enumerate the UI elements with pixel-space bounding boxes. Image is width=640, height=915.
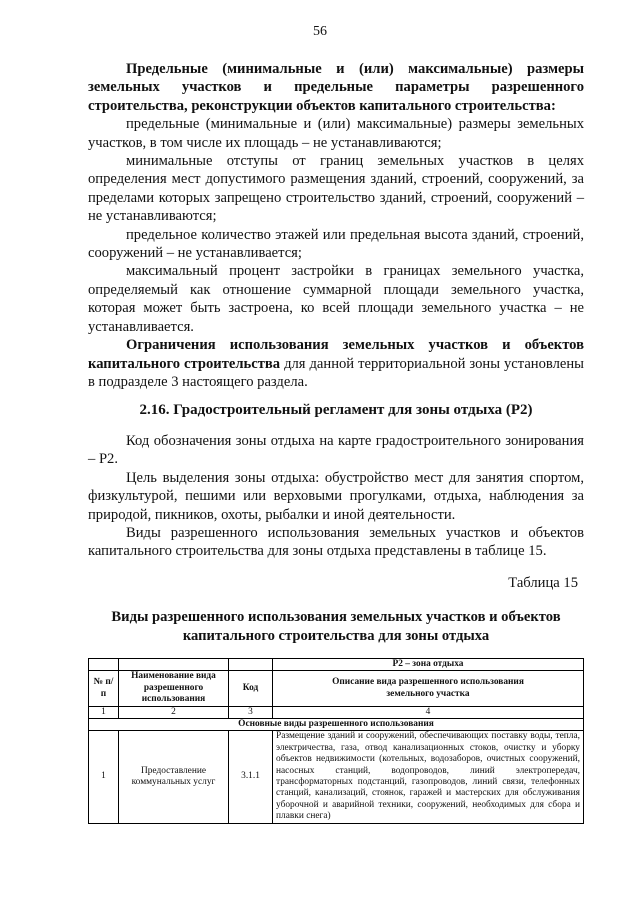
- header-name: Наименование вида разрешенного использования: [119, 671, 229, 706]
- table-colnum-row: [89, 706, 584, 718]
- intro-paragraph-2: минимальные отступы от границ земельных участков в целях определения мест допустимого размещения зданий, строений, сооружений, за пределами которых запрещено строительство зданий, строений, сооружений – не устанавливаются;: [88, 153, 584, 225]
- table-group-row: [89, 719, 584, 731]
- intro-paragraph-4: максимальный процент застройки в границах земельного участка, определяемый как отношение суммарной площади земельного участка, которая может быть застроена, ко всей площади земельного участка – не устанавливается.: [88, 263, 584, 335]
- intro-paragraph-1: предельные (минимальные и (или) максимальные) размеры земельных участков, в том числе их площадь – не устанавливаются;: [88, 116, 584, 151]
- section-paragraph-1: Код обозначения зоны отдыха на карте градостроительного зонирования – Р2.: [88, 433, 584, 468]
- section-paragraph-3: Виды разрешенного использования земельных участков и объектов капитального строительства для зоны отдыха представлены в таблице 15.: [88, 525, 584, 560]
- intro-block: [88, 60, 584, 391]
- group-header: Основные виды разрешенного использования: [89, 719, 584, 731]
- section-body: [88, 432, 584, 561]
- uses-table: [88, 658, 584, 824]
- table-title: Виды разрешенного использования земельных участков и объектов капитального строительства для зоны отдыха: [111, 609, 561, 644]
- intro-heading: Предельные (минимальные и (или) максимальные) размеры земельных участков и предельные параметры разрешенного строительства, реконструкции объектов капитального строительства:: [88, 61, 584, 114]
- header-code: Код: [229, 671, 273, 706]
- restrictions-bold: Ограничения использования земельных участков и объектов капитального строительства: [88, 337, 584, 372]
- header-num: № п/п: [89, 671, 119, 706]
- section-paragraph-2: Цель выделения зоны отдыха: обустройство мест для занятия спортом, физкультурой, пешими или верховыми прогулками, отдыха, наблюдения за природой, пикников, охоты, рыбалки и иной деятельности.: [88, 469, 584, 523]
- intro-paragraph-5: [88, 336, 584, 391]
- page-number: 56: [313, 24, 327, 39]
- row-code: 3.1.1: [229, 731, 273, 823]
- colnum-3: 3: [229, 706, 273, 718]
- restrictions-rest: для данной территориальной зоны установлены в подразделе 3 настоящего раздела.: [88, 355, 584, 390]
- zone-header: Р2 – зона отдыха: [273, 659, 584, 671]
- table-header-row: [89, 671, 584, 706]
- table-zone-row: [89, 659, 584, 671]
- row-num: 1: [89, 731, 119, 823]
- row-name: Предоставление коммунальных услуг: [119, 731, 229, 823]
- header-desc: Описание вида разрешенного использования земельного участка: [273, 671, 584, 706]
- colnum-4: 4: [273, 706, 584, 718]
- section-title: 2.16. Градостроительный регламент для зоны отдыха (Р2): [139, 402, 533, 418]
- colnum-2: 2: [119, 706, 229, 718]
- table-row: [89, 731, 584, 823]
- table-label: Таблица 15: [508, 575, 578, 591]
- intro-paragraph-3: предельное количество этажей или предельная высота зданий, строений, сооружений – не устанавливается;: [88, 226, 584, 262]
- colnum-1: 1: [89, 706, 119, 718]
- row-desc: Размещение зданий и сооружений, обеспечивающих поставку воды, тепла, электричества, газа, отвод канализационных стоков, очистку и уборку объектов недвижимости (котельных, водозаборов, очистных сооружений, насосных станций, водопроводов, линий электропередач, трансформаторных подстанций, газопроводов, линий связи, телефонных станций, канализаций, стоянок, гаражей и мастерских для обслуживания уборочной и аварийной техники, сооружений, необходимых для сбора и плавки снега): [273, 731, 584, 823]
